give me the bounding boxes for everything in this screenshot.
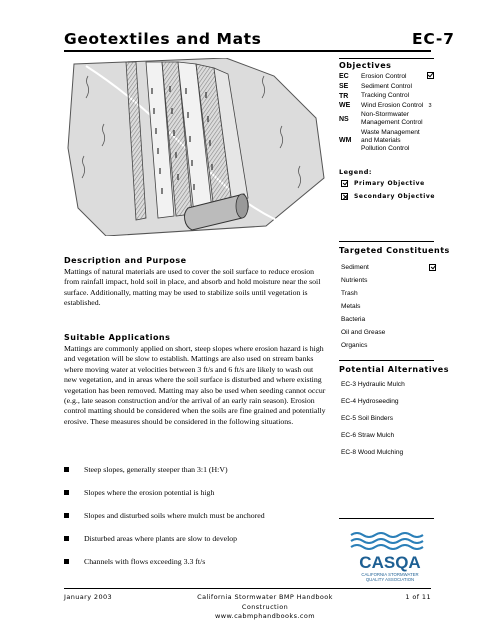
objective-row-tr <box>339 92 436 100</box>
bmp-code: EC-7 <box>412 30 455 48</box>
list-item: Metals <box>341 303 361 310</box>
logo-line2: QUALITY ASSOCIATION <box>365 577 415 582</box>
objectives-table <box>339 72 436 154</box>
bullet-text: Slopes and disturbed soils where mulch must be anchored <box>84 511 265 520</box>
targeted-list <box>341 261 436 352</box>
description-heading: Description and Purpose <box>64 256 187 265</box>
objective-code: WM <box>339 137 352 144</box>
list-item <box>341 261 436 274</box>
primary-check-icon <box>341 180 348 187</box>
list-item: EC-3 Hydraulic Mulch <box>341 381 405 388</box>
bullet-text: Disturbed areas where plants are slow to develop <box>84 534 238 543</box>
objective-code: SE <box>339 83 349 90</box>
legend-secondary-label: Secondary Objective <box>354 193 436 200</box>
list-item: EC-8 Wood Mulching <box>341 449 404 456</box>
list-item-label: Sediment <box>341 264 369 271</box>
logo-rule <box>339 518 434 519</box>
legend-primary-label: Primary Objective <box>354 180 425 187</box>
objective-label: Waste Management and Materials Pollution Control <box>361 128 420 152</box>
list-item: EC-5 Soil Binders <box>341 415 394 422</box>
objectives-heading: Objectives <box>339 61 392 70</box>
list-item: Nutrients <box>341 277 368 284</box>
objective-row-ec <box>339 72 436 81</box>
bullet-item <box>64 488 214 497</box>
footer-date: January 2003 <box>64 593 113 601</box>
bullet-square-icon <box>64 490 69 495</box>
objective-label: Wind Erosion Control <box>361 101 424 109</box>
bullet-item <box>64 557 205 566</box>
bullet-item <box>64 511 265 520</box>
objective-row-wm <box>339 129 436 153</box>
bullet-square-icon <box>64 513 69 518</box>
list-item: Oil and Grease <box>341 329 386 336</box>
alternatives-rule <box>339 360 434 361</box>
footer-page: 1 of 11 <box>405 593 431 601</box>
targeted-heading: Targeted Constituents <box>339 246 450 255</box>
title-rule <box>64 50 431 52</box>
geotextile-illustration <box>66 58 326 236</box>
footer-url: www.cabmphandbooks.com <box>215 612 315 620</box>
logo-line1: CALIFORNIA STORMWATER <box>361 572 419 577</box>
bullet-item <box>64 465 228 474</box>
list-item: EC-4 Hydroseeding <box>341 398 399 405</box>
objective-mark: 3 <box>428 102 432 109</box>
logo-name: CASQA <box>359 553 421 572</box>
applications-heading: Suitable Applications <box>64 333 171 342</box>
bullet-square-icon <box>64 536 69 541</box>
primary-check-icon <box>427 72 434 79</box>
bullet-text: Channels with flows exceeding 3.3 ft/s <box>84 557 206 566</box>
casqa-logo <box>345 523 435 585</box>
bullet-square-icon <box>64 559 69 564</box>
list-item: Trash <box>341 290 358 297</box>
footer-rule <box>64 588 431 589</box>
description-text: Mattings of natural materials are used to cover the soil surface to reduce erosion from rainfall impact, hold soil in place, and absorb and hold moisture near the soil surface. Additionally, matting may be used to stabilize soils until vegetation is established. <box>64 267 321 308</box>
bullet-item <box>64 534 237 543</box>
page-title: Geotextiles and Mats <box>64 30 262 48</box>
objective-label: Sediment Control <box>361 82 412 90</box>
bullet-text: Slopes where the erosion potential is high <box>84 488 215 497</box>
alternatives-heading: Potential Alternatives <box>339 365 449 374</box>
applications-text: Mattings are commonly applied on short, steep slopes where erosion hazard is high and vegetation will be slow to establish. Mattings are also used on stream banks where moving water at velocities between 3 ft/s and 6 ft/s are likely to wash out new vegetation, and in areas where the soil surface is disturbed and where existing vegetation has been removed. Matting may also be used when seeding cannot occur (e.g., late season construction and/or the arrival of an early rain season). Erosion control matting should be considered when the soils are fine grained and potentially erosive. These measures should be considered in the following situations. <box>64 344 326 426</box>
alternatives-list <box>341 376 436 461</box>
objective-code: TR <box>339 92 349 100</box>
list-item: EC-6 Straw Mulch <box>341 432 395 439</box>
objective-code: EC <box>339 73 349 80</box>
objective-row-we <box>339 102 436 110</box>
objective-code: WE <box>339 102 351 109</box>
legend-secondary <box>341 193 435 200</box>
legend-heading: Legend: <box>339 168 372 176</box>
secondary-x-icon <box>341 193 348 200</box>
list-item: Bacteria <box>341 316 366 323</box>
objective-row-ns <box>339 111 436 127</box>
targeted-rule <box>339 241 434 242</box>
objective-label: Tracking Control <box>361 92 410 99</box>
bullet-square-icon <box>64 467 69 472</box>
footer-subtitle: Construction <box>241 603 289 611</box>
objectives-rule <box>339 58 434 59</box>
footer-title: California Stormwater BMP Handbook <box>197 593 333 601</box>
objective-label: Erosion Control <box>361 72 407 80</box>
objective-row-se <box>339 83 436 91</box>
primary-check-icon <box>429 264 436 271</box>
objective-label: Non-Stormwater Management Control <box>361 111 423 126</box>
bullet-text: Steep slopes, generally steeper than 3:1 (H:V) <box>84 465 228 474</box>
list-item: Organics <box>341 342 368 349</box>
objective-code: NS <box>339 115 349 123</box>
legend-primary <box>341 180 425 187</box>
